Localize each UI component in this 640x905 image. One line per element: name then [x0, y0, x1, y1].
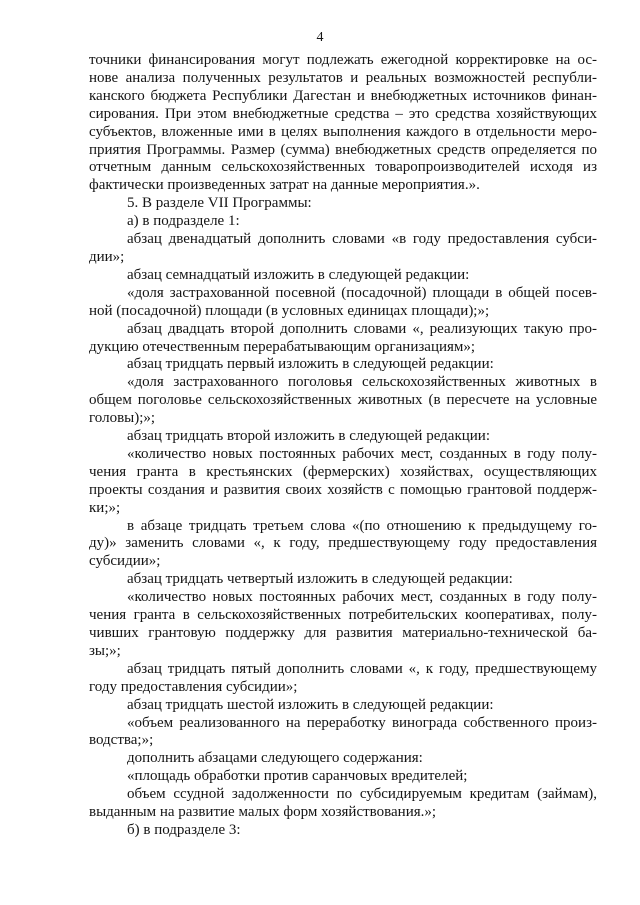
text-line: ду)» заменить словами «, к году, предшествующему году предоставления	[89, 535, 597, 552]
text-line: ной (посадочной) площади (в условных единицах площади);»;	[89, 302, 490, 319]
text-line: «доля застрахованного поголовья сельскохозяйственных животных в	[127, 374, 597, 391]
text-line: чивших грантовую поддержку для развития материально-технической ба-	[89, 625, 597, 641]
page-number: 4	[316, 30, 324, 45]
text-line: дии»;	[89, 248, 125, 265]
text-line: сирования. При этом внебюджетные средства – это средства хозяйствующих	[89, 105, 597, 122]
body-text	[89, 52, 597, 840]
text-line: чения гранта в сельскохозяйственных потребительских кооперативах, полу-	[89, 607, 597, 624]
text-line: нове анализа полученных результатов и реальных возможностей республи-	[89, 69, 597, 86]
text-line: абзац двадцать второй дополнить словами «, реализующих такую про-	[127, 320, 597, 337]
text-line: 5. В разделе VII Программы:	[127, 195, 312, 212]
text-line: отчетным данным сельскохозяйственных товаропроизводителей исходя из	[89, 159, 597, 176]
text-line: приятия Программы. Размер (сумма) внебюджетных средств определяется по	[89, 141, 597, 158]
text-line: канского бюджета Республики Дагестан и внебюджетных источников финан-	[89, 87, 597, 104]
text-line: выданным на развитие малых форм хозяйствования.»;	[89, 804, 437, 821]
text-line: «объем реализованного на переработку винограда собственного произ-	[127, 714, 597, 731]
text-line: зы;»;	[89, 642, 121, 659]
text-line: чения гранта в крестьянских (фермерских) хозяйствах, осуществляющих	[89, 463, 597, 480]
text-line: а) в подразделе 1:	[127, 213, 240, 230]
text-line: «количество новых постоянных рабочих мест, созданных в году полу-	[127, 589, 597, 606]
text-line: проекты создания и развития своих хозяйств с помощью грантовой поддерж-	[89, 481, 597, 498]
text-line: «площадь обработки против саранчовых вредителей;	[127, 768, 468, 785]
text-line: в абзаце тридцать третьем слова «(по отношению к предыдущему го-	[127, 517, 597, 534]
text-line: «доля застрахованной посевной (посадочной) площади в общей посев-	[127, 284, 597, 301]
text-line: абзац двенадцатый дополнить словами «в году предоставления субси-	[127, 231, 597, 248]
text-line: абзац тридцать шестой изложить в следующей редакции:	[127, 696, 494, 713]
text-line: субъектов, вложенные ими в целях выполнения каждого в отдельности меро-	[89, 123, 597, 140]
text-line: абзац тридцать первый изложить в следующей редакции:	[127, 356, 494, 373]
text-line: абзац тридцать второй изложить в следующей редакции:	[127, 428, 490, 445]
text-line: году предоставления субсидии»;	[89, 678, 298, 695]
text-line: водства;»;	[89, 732, 154, 749]
text-line: объем ссудной задолженности по субсидируемым кредитам (займам),	[127, 786, 597, 803]
text-line: ки;»;	[89, 499, 121, 516]
text-line: абзац тридцать четвертый изложить в следующей редакции:	[127, 571, 513, 588]
text-line: дополнить абзацами следующего содержания:	[127, 750, 423, 767]
text-line: «количество новых постоянных рабочих мест, созданных в году полу-	[127, 445, 597, 462]
text-line: головы);»;	[89, 410, 156, 427]
text-line: абзац тридцать пятый дополнить словами «, к году, предшествующему	[127, 660, 597, 677]
text-line: дукцию отечественным перерабатывающим организациям»;	[89, 338, 476, 355]
text-line: б) в подразделе 3:	[127, 821, 241, 838]
text-line: субсидии»;	[89, 553, 161, 570]
text-line: общем поголовье сельскохозяйственных животных (в пересчете на условные	[89, 392, 597, 409]
text-line: точники финансирования могут подлежать ежегодной корректировке на ос-	[89, 52, 597, 68]
text-line: абзац семнадцатый изложить в следующей редакции:	[127, 266, 470, 283]
text-line: фактически произведенных затрат на данные мероприятия.».	[89, 177, 480, 194]
